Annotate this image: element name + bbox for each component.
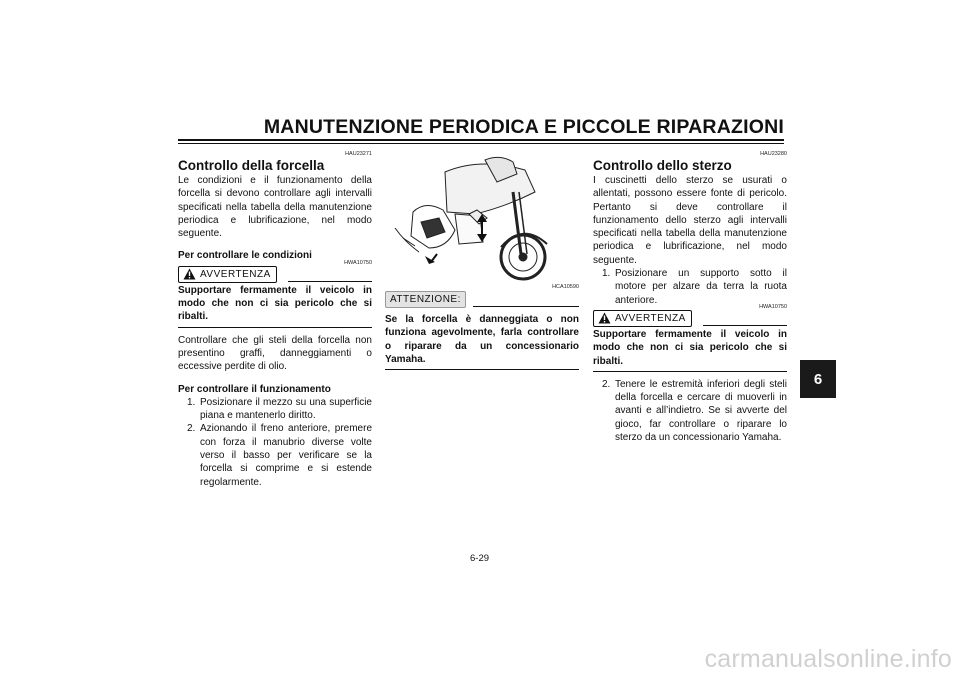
header-rule-thick xyxy=(178,139,784,141)
warning-box xyxy=(178,259,372,284)
column-fork-check xyxy=(178,151,372,489)
warning-text: Supportare fermamente il veicolo in modo che non ci sia pericolo che si ribalti. xyxy=(593,328,787,367)
operation-steps xyxy=(178,396,372,489)
subheading-conditions: Per controllare le condizioni xyxy=(178,250,312,262)
warning-label: AVVERTENZA xyxy=(200,268,271,280)
column-steering-check xyxy=(593,151,787,444)
warning-triangle-icon xyxy=(598,312,611,324)
chapter-tab[interactable] xyxy=(800,360,836,398)
list-item: 2. Azionando il freno anteriore, premere con forza il manubrio diverse volte verso il basso per verificare se la forcella si comprime e si estende regolarmente. xyxy=(187,423,372,488)
attention-label: ATTENZIONE: xyxy=(390,293,461,305)
attention-badge xyxy=(385,291,466,308)
header-rule-thin xyxy=(178,143,784,144)
attention-text: Se la forcella è danneggiata o non funziona agevolmente, farla controllare o riparare da un concessionario Yamaha. xyxy=(385,314,579,365)
attention-end-rule xyxy=(385,369,579,370)
warning-triangle-icon xyxy=(183,268,196,280)
steering-steps-2 xyxy=(593,378,787,444)
section-heading-fork: Controllo della forcella xyxy=(178,158,325,173)
section-heading-steering: Controllo dello sterzo xyxy=(593,158,732,173)
warning-badge xyxy=(593,310,692,327)
list-item: 1. Posizionare un supporto sotto il motore per alzare da terra la ruota anteriore. xyxy=(602,268,787,306)
list-item: 2. Tenere le estremità inferiori degli steli della forcella e cercare di muoverli in avanti e all’indietro. Se si avverte del gioco, far controllare o riparare lo sterzo da un concessionario Yamaha. xyxy=(602,378,787,444)
attention-code: HCA10590 xyxy=(552,284,579,290)
subheading-operation: Per controllare il funzionamento xyxy=(178,383,331,395)
page-header-title: MANUTENZIONE PERIODICA E PICCOLE RIPARAZIONI xyxy=(263,116,784,138)
warning-code: HWA10750 xyxy=(344,259,372,266)
fork-illustration xyxy=(385,152,579,282)
attention-box xyxy=(385,291,579,309)
steering-steps-1 xyxy=(593,267,787,307)
chapter-tab-label: 6 xyxy=(813,370,823,388)
warning-badge xyxy=(178,266,277,283)
section-code: HAU23280 xyxy=(760,151,787,157)
check-conditions-text: Controllare che gli steli della forcella non presentino graffi, danneggiamenti o eccessive perdite di olio. xyxy=(178,334,372,373)
watermark: carmanualsonline.info xyxy=(704,645,952,673)
warning-box xyxy=(593,303,787,328)
attention-rule xyxy=(473,306,579,307)
steering-intro-text: I cuscinetti dello sterzo se usurati o allentati, possono essere fonte di pericolo. Pertanto si deve controllare il funzionamento dello sterzo agli intervalli specificati nella tabella della manutenzione periodica e lubrificazione, nel modo seguente. xyxy=(593,175,787,266)
motorcycle-fork-illustration xyxy=(385,152,579,282)
section-code: HAU23271 xyxy=(345,151,372,157)
warning-rule xyxy=(703,325,787,326)
list-item: 1. Posizionare il mezzo su una superficie piana e mantenerlo diritto. xyxy=(187,396,372,422)
warning-label: AVVERTENZA xyxy=(615,312,686,324)
warning-text: Supportare fermamente il veicolo in modo che non ci sia pericolo che si ribalti. xyxy=(178,284,372,323)
fork-intro-text: Le condizioni e il funzionamento della forcella si devono controllare agli intervalli specificati nella tabella della manutenzione periodica e lubrificazione, nel modo seguente. xyxy=(178,175,372,240)
warning-rule xyxy=(288,281,372,282)
warning-code: HWA10750 xyxy=(759,303,787,310)
column-attention xyxy=(385,284,579,370)
page-number: 6-29 xyxy=(470,553,490,564)
